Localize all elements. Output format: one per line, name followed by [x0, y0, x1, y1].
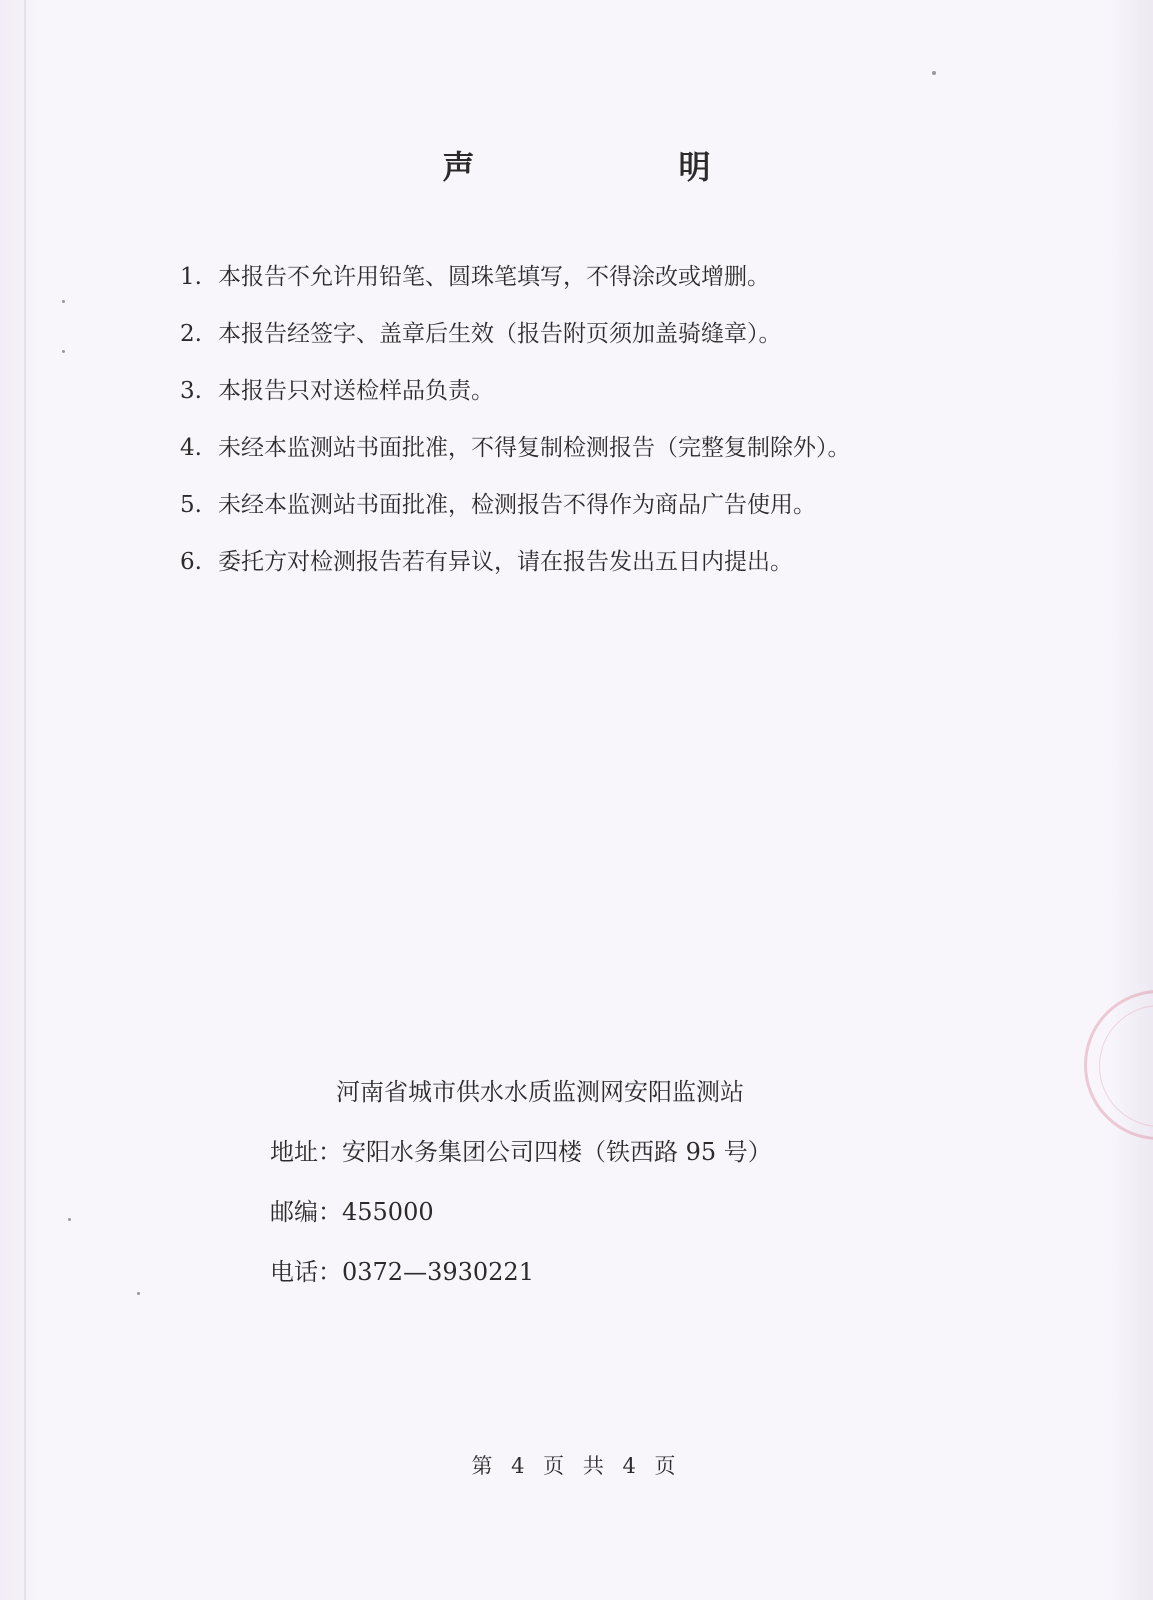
item-text: 本报告经签字、盖章后生效（报告附页须加盖骑缝章）。 — [218, 321, 782, 347]
scan-speck — [68, 1218, 71, 1221]
item-number: 4. — [180, 435, 202, 461]
list-item — [180, 372, 851, 429]
contact-block — [270, 1072, 772, 1312]
declaration-list — [180, 258, 851, 600]
item-text: 未经本监测站书面批准，不得复制检测报告（完整复制除外）。 — [218, 435, 851, 461]
scan-speck — [932, 71, 936, 75]
phone-line: 电话：0372—3930221 — [270, 1258, 534, 1286]
list-item — [180, 543, 851, 600]
address-line: 地址：安阳水务集团公司四楼（铁西路 95 号） — [270, 1138, 772, 1166]
scan-speck — [137, 1292, 140, 1295]
item-text: 本报告只对送检样品负责。 — [218, 378, 494, 404]
item-number: 1. — [180, 264, 202, 290]
list-item — [180, 429, 851, 486]
list-item — [180, 258, 851, 315]
postcode-line: 邮编：455000 — [270, 1198, 434, 1226]
page-number: 第 4 页 共 4 页 — [471, 1454, 682, 1478]
item-number: 2. — [180, 321, 202, 347]
seal-inner-ring — [1099, 1005, 1153, 1127]
item-text: 本报告不允许用铅笔、圆珠笔填写，不得涂改或增删。 — [218, 264, 770, 290]
item-number: 5. — [180, 492, 202, 518]
scan-speck — [62, 350, 65, 353]
list-item — [180, 486, 851, 543]
organization-name: 河南省城市供水水质监测网安阳监测站 — [336, 1078, 744, 1106]
item-text: 未经本监测站书面批准，检测报告不得作为商品广告使用。 — [218, 492, 816, 518]
item-text: 委托方对检测报告若有异议，请在报告发出五日内提出。 — [218, 549, 793, 575]
item-number: 6. — [180, 549, 202, 575]
scan-speck — [62, 300, 65, 303]
item-number: 3. — [180, 378, 202, 404]
scan-edge — [24, 0, 26, 1600]
page-title: 声 明 — [442, 148, 797, 186]
list-item — [180, 315, 851, 372]
seal-stamp — [1084, 990, 1153, 1140]
